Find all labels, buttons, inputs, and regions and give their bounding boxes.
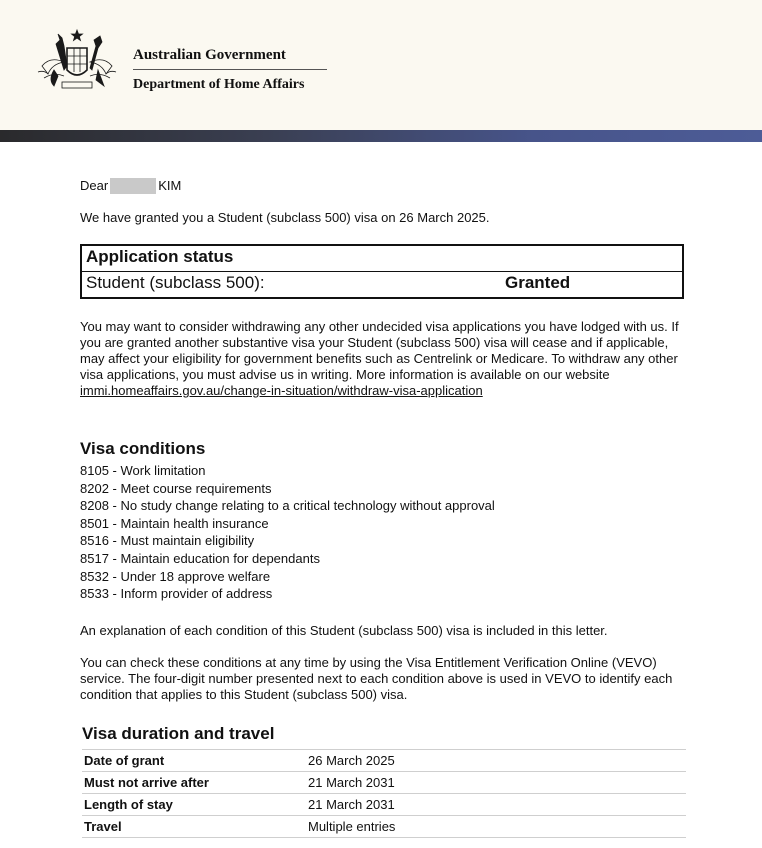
list-item: 8208 - No study change relating to a critical technology without approval: [80, 498, 495, 514]
row-label: Date of grant: [82, 750, 306, 772]
letterhead: [0, 0, 762, 130]
table-row: [82, 816, 686, 838]
greeting-prefix: Dear: [80, 178, 109, 193]
row-label: Travel: [82, 816, 306, 838]
government-name: Australian Government: [133, 47, 286, 63]
duration-title: Visa duration and travel: [82, 724, 275, 743]
application-status-box: [80, 244, 684, 299]
department-name: Department of Home Affairs: [133, 77, 305, 92]
row-value: 26 March 2025: [306, 750, 686, 772]
list-item: 8532 - Under 18 approve welfare: [80, 568, 271, 584]
status-label: Student (subclass 500):: [86, 273, 265, 292]
list-item: 8501 - Maintain health insurance: [80, 515, 269, 531]
table-row: [82, 772, 686, 794]
list-item: 8533 - Inform provider of address: [80, 586, 273, 602]
row-label: Must not arrive after: [82, 772, 306, 794]
withdraw-text: You may want to consider withdrawing any other undecided visa applications you have lodged with us. If you are granted another substantive visa your Student (subclass 500) visa will cease and if applicable, may affect your eligibility for government benefits such as Centrelink or Medicare. To withdraw any other visa applications, you must advise us in writing. More information is available on our website: [80, 319, 679, 382]
withdraw-paragraph: [80, 319, 680, 399]
header-band: [0, 130, 762, 142]
coat-of-arms-icon: [34, 26, 120, 96]
status-value: Granted: [505, 273, 571, 292]
list-item: 8517 - Maintain education for dependants: [80, 550, 320, 566]
greeting: [80, 178, 181, 194]
duration-table: [82, 749, 686, 838]
redacted-given-name: [110, 178, 156, 194]
table-row: [82, 750, 686, 772]
table-row: [82, 794, 686, 816]
conditions-explanation: An explanation of each condition of this Student (subclass 500) visa is included in this letter.: [80, 623, 608, 638]
list-item: 8202 - Meet course requirements: [80, 480, 272, 496]
withdraw-link[interactable]: immi.homeaffairs.gov.au/change-in-situation/withdraw-visa-application: [80, 383, 483, 398]
list-item: 8516 - Must maintain eligibility: [80, 533, 255, 549]
conditions-title: Visa conditions: [80, 439, 206, 458]
vevo-paragraph: You can check these conditions at any time by using the Visa Entitlement Verification Online (VEVO) service. The four-digit number presented next to each condition above is used in VEVO to identify each condition that applies to this Student (subclass 500) visa.: [80, 655, 673, 702]
row-label: Length of stay: [82, 794, 306, 816]
grant-statement: We have granted you a Student (subclass 500) visa on 26 March 2025.: [80, 210, 490, 225]
status-divider: [82, 271, 682, 272]
row-value: Multiple entries: [306, 816, 686, 838]
row-value: 21 March 2031: [306, 794, 686, 816]
row-value: 21 March 2031: [306, 772, 686, 794]
header-divider: [133, 69, 327, 70]
greeting-surname: KIM: [158, 178, 182, 193]
conditions-list: [80, 462, 495, 603]
list-item: 8105 - Work limitation: [80, 463, 206, 478]
status-title: Application status: [86, 247, 234, 266]
